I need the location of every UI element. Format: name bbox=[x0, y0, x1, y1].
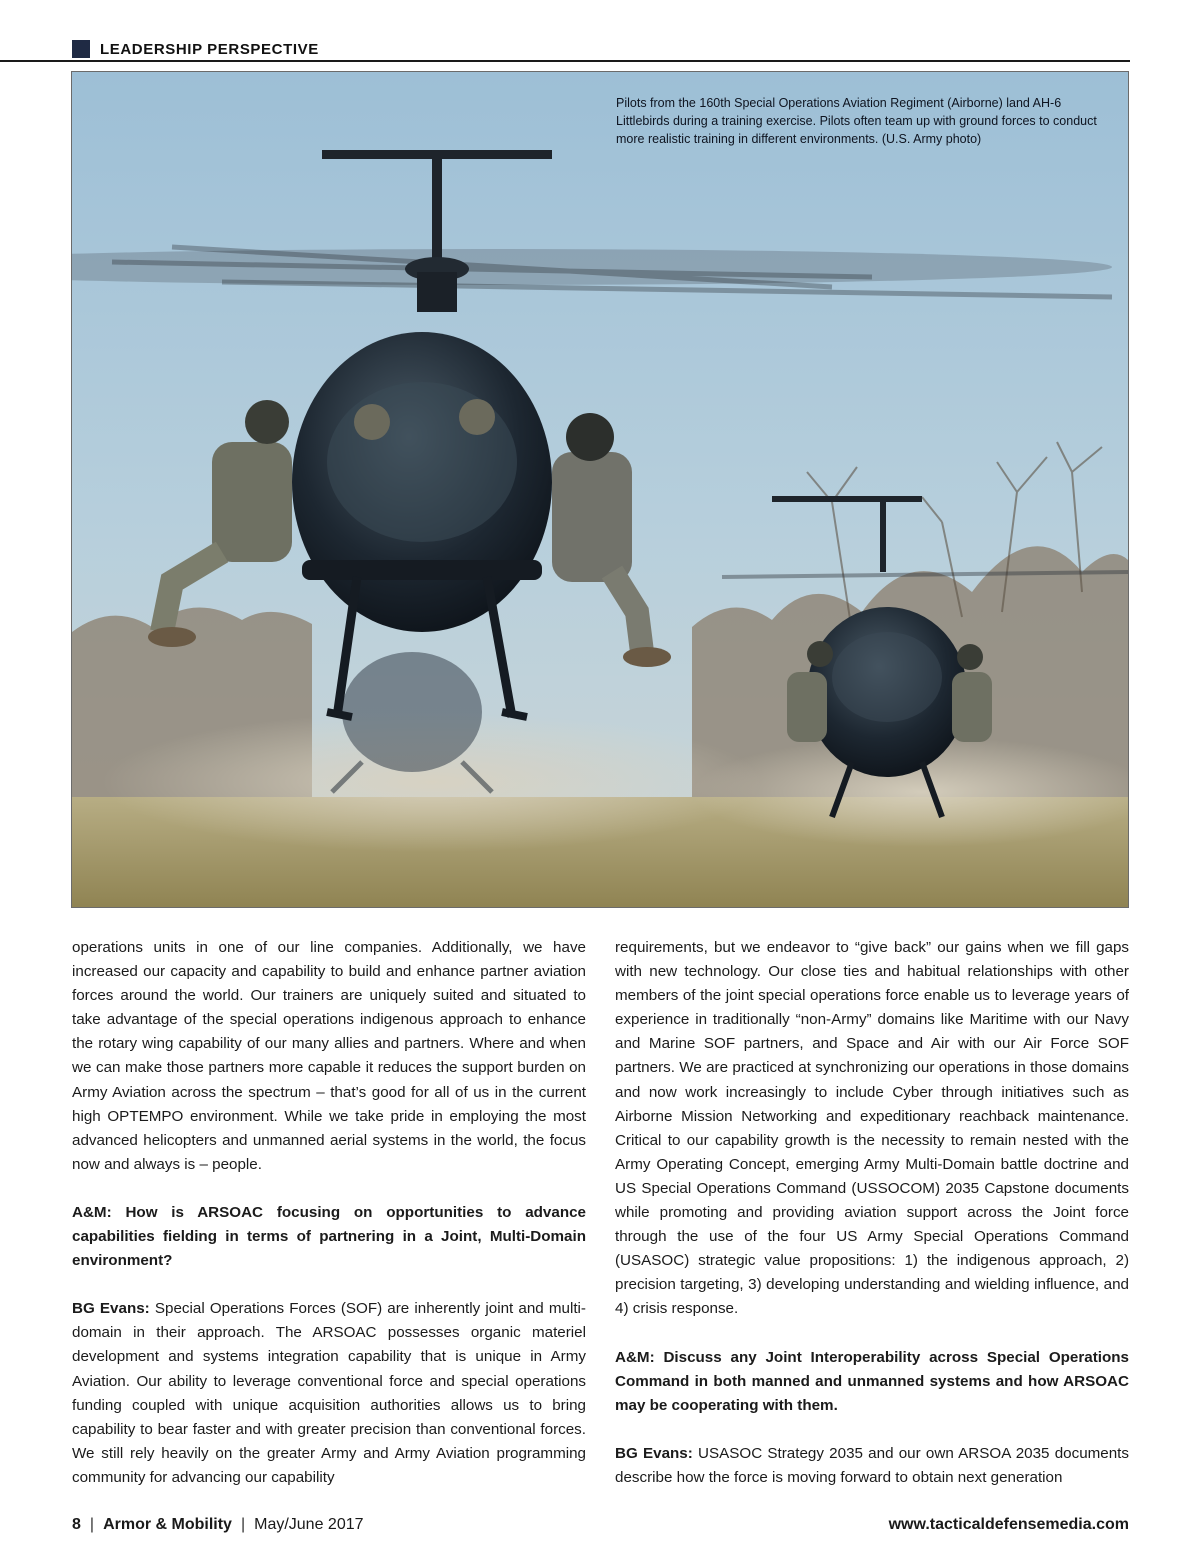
paragraph: requirements, but we endeavor to “give back” our gains when we fill gaps with new technology. Our close ties and habitual relationships with other members of the joint special operations force enable us to leverage years of experience in traditionally “non-Army” domains like Maritime with our Navy and Marine SOF partners, and Space and Air with our Air Force SOF partners. We are practiced at synchronizing our operations in those domains and now work increasingly to include Cyber through initiatives such as Airborne Mission Networking and expeditionary reachback maintenance. Critical to our capability growth is the necessity to remain nested with the Army Operating Concept, emerging Army Multi-Domain battle doctrine and US Special Operations Command (USSOCOM) 2035 Capstone documents while promoting and providing aviation support across the Joint force through the use of the four US Army Special Operations Command (USASOC) strategic value propositions: 1) the indigenous approach, 2) precision targeting, 3) developing understanding and wielding influence, and 4) crisis response. bbox=[615, 939, 1129, 1318]
footer-separator: | bbox=[240, 1516, 246, 1533]
page-number: 8 bbox=[72, 1516, 81, 1533]
answer-text: USASOC Strategy 2035 and our own ARSOA 2035 documents describe how the force is moving forward to obtain next generation bbox=[615, 1444, 1129, 1486]
helicopter-photo bbox=[71, 71, 1129, 908]
question-heading: A&M: Discuss any Joint Interoperability across Special Operations Command in both manned and unmanned systems and how ARSOAC may be cooperating with them. bbox=[615, 1348, 1129, 1414]
answer-paragraph bbox=[615, 1442, 1129, 1490]
photo-caption: Pilots from the 160th Special Operations Aviation Regiment (Airborne) land AH-6 Littlebirds during a training exercise. Pilots often team up with ground forces to conduct more realistic training in different environments. (U.S. Army photo) bbox=[616, 96, 1097, 146]
website-link[interactable]: www.tacticaldefensemedia.com bbox=[888, 1516, 1129, 1533]
section-header bbox=[72, 38, 319, 60]
header-rule bbox=[0, 60, 1130, 62]
speaker-label: BG Evans: bbox=[615, 1444, 693, 1462]
footer-separator: | bbox=[89, 1516, 95, 1533]
answer-text: Special Operations Forces (SOF) are inherently joint and multi-domain in their approach. The ARSOAC possesses organic materiel development and systems integration capability that is unique in Army Aviation. Our ability to leverage conventional force and special operations funding coupled with unique acquisition authorities allows us to bring capability to bear faster and with greater precision than conventional forces. We still rely heavily on the greater Army and Army Aviation programming community for advancing our capability bbox=[72, 1300, 586, 1486]
issue-date: May/June 2017 bbox=[254, 1516, 364, 1533]
speaker-label: BG Evans: bbox=[72, 1300, 150, 1318]
article-column-left bbox=[72, 936, 586, 1490]
photo-illustration bbox=[72, 72, 1129, 908]
article-column-right bbox=[615, 936, 1129, 1490]
question-heading: A&M: How is ARSOAC focusing on opportunities to advance capabilities fielding in terms of partnering in a Joint, Multi-Domain environment? bbox=[72, 1203, 586, 1270]
answer-paragraph bbox=[72, 1297, 586, 1490]
paragraph: operations units in one of our line companies. Additionally, we have increased our capacity and capability to build and enhance partner aviation forces around the world. Our trainers are uniquely suited and situated to take advantage of the special operations indigenous approach to enhance the rotary wing capability of our many allies and partners. Where and when we can make those partners more capable it reduces the support burden on Army Aviation across the spectrum – that’s good for all of us in the current high OPTEMPO environment. While we take pride in employing the most advanced helicopters and unmanned aerial systems in the world, the focus now and always is – people. bbox=[72, 939, 586, 1173]
footer-left bbox=[72, 1516, 364, 1534]
section-title: LEADERSHIP PERSPECTIVE bbox=[100, 40, 319, 58]
section-marker bbox=[72, 40, 90, 58]
page-footer bbox=[72, 1512, 1129, 1538]
publication-name: Armor & Mobility bbox=[103, 1516, 232, 1533]
